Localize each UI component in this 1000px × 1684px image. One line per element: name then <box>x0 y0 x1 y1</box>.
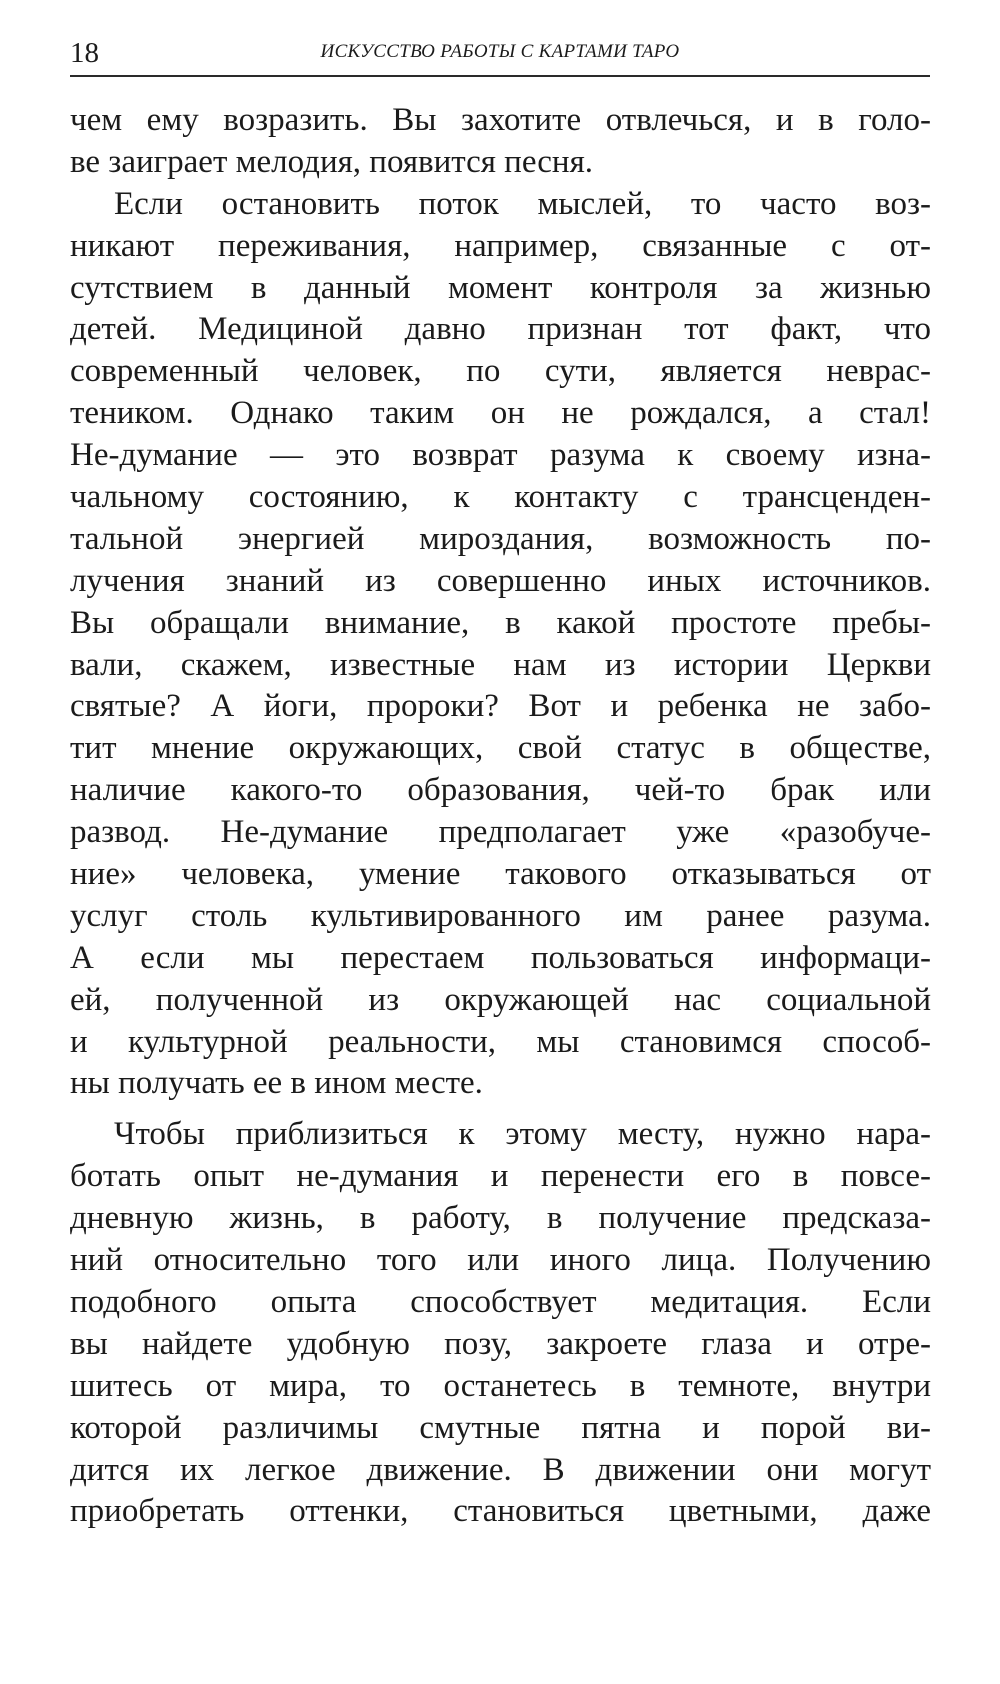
text-line: ние» человека, умение такового отказываться от <box>70 856 931 893</box>
text-line: ей, полученной из окружающей нас социальной <box>70 981 931 1018</box>
text-line: ны получать ее в ином месте. <box>70 1065 483 1102</box>
text-line: развод. Не-думание предполагает уже «разобуче- <box>70 814 931 851</box>
book-title: ИСКУССТВО РАБОТЫ С КАРТАМИ ТАРО <box>320 41 680 62</box>
paragraph-continuation <box>70 100 931 184</box>
text-line: дится их легкое движение. В движении они могут <box>70 1451 931 1488</box>
text-line: современный человек, по сути, является неврас- <box>70 353 931 390</box>
text-line: сутствием в данный момент контроля за жизнью <box>70 269 931 306</box>
text-line: чем ему возразить. Вы захотите отвлечься, и в голо- <box>70 102 931 138</box>
text-line: вы найдете удобную позу, закроете глаза и отре- <box>70 1325 931 1362</box>
text-line: Вы обращали внимание, в какой простоте пребы- <box>70 604 931 641</box>
text-line: лучения знаний из совершенно иных источников. <box>70 562 931 599</box>
text-line: приобретать оттенки, становиться цветными, даже <box>70 1493 931 1530</box>
page-number: 18 <box>70 37 99 69</box>
text-line: вали, скажем, известные нам из истории Церкви <box>70 646 931 683</box>
body-text <box>70 100 931 1533</box>
running-head <box>70 30 930 80</box>
text-line: тит мнение окружающих, свой статус в обществе, <box>70 730 931 767</box>
text-line: чальному состоянию, к контакту с трансценден- <box>70 479 931 516</box>
text-line: детей. Медициной давно признан тот факт, что <box>70 311 931 348</box>
text-line: Не-думание — это возврат разума к своему изна- <box>70 437 931 474</box>
text-line: шитесь от мира, то останетесь в темноте, внутри <box>70 1367 931 1404</box>
text-line: дневную жизнь, в работу, в получение предсказа- <box>70 1200 931 1237</box>
text-line: Чтобы приблизиться к этому месту, нужно нара- <box>114 1116 931 1153</box>
text-line: А если мы перестаем пользоваться информаци- <box>70 939 931 976</box>
text-line: тальной энергией мироздания, возможность по- <box>70 520 931 557</box>
text-line: святые? А йоги, пророки? Вот и ребенка не забо- <box>70 688 931 725</box>
text-line: теником. Однако таким он не рождался, а стал! <box>70 395 931 432</box>
text-line: подобного опыта способствует медитация. Если <box>70 1283 931 1320</box>
text-line: ний относительно того или иного лица. Получению <box>70 1242 931 1279</box>
paragraph <box>70 1114 931 1533</box>
text-line: ве заиграет мелодия, появится песня. <box>70 143 594 180</box>
text-line: услуг столь культивированного им ранее разума. <box>70 897 931 934</box>
text-line: ботать опыт не-думания и перенести его в повсе- <box>70 1158 931 1195</box>
text-line: никают переживания, например, связанные с от- <box>70 227 931 264</box>
paragraph-gap <box>70 1105 931 1114</box>
text-line: Если остановить поток мыслей, то часто воз- <box>114 185 931 222</box>
header-rule <box>70 75 930 77</box>
paragraph <box>70 184 931 1106</box>
text-line: и культурной реальности, мы становимся способ- <box>70 1023 931 1060</box>
text-line: которой различимы смутные пятна и порой ви- <box>70 1409 931 1446</box>
text-line: наличие какого-то образования, чей-то брак или <box>70 772 931 809</box>
